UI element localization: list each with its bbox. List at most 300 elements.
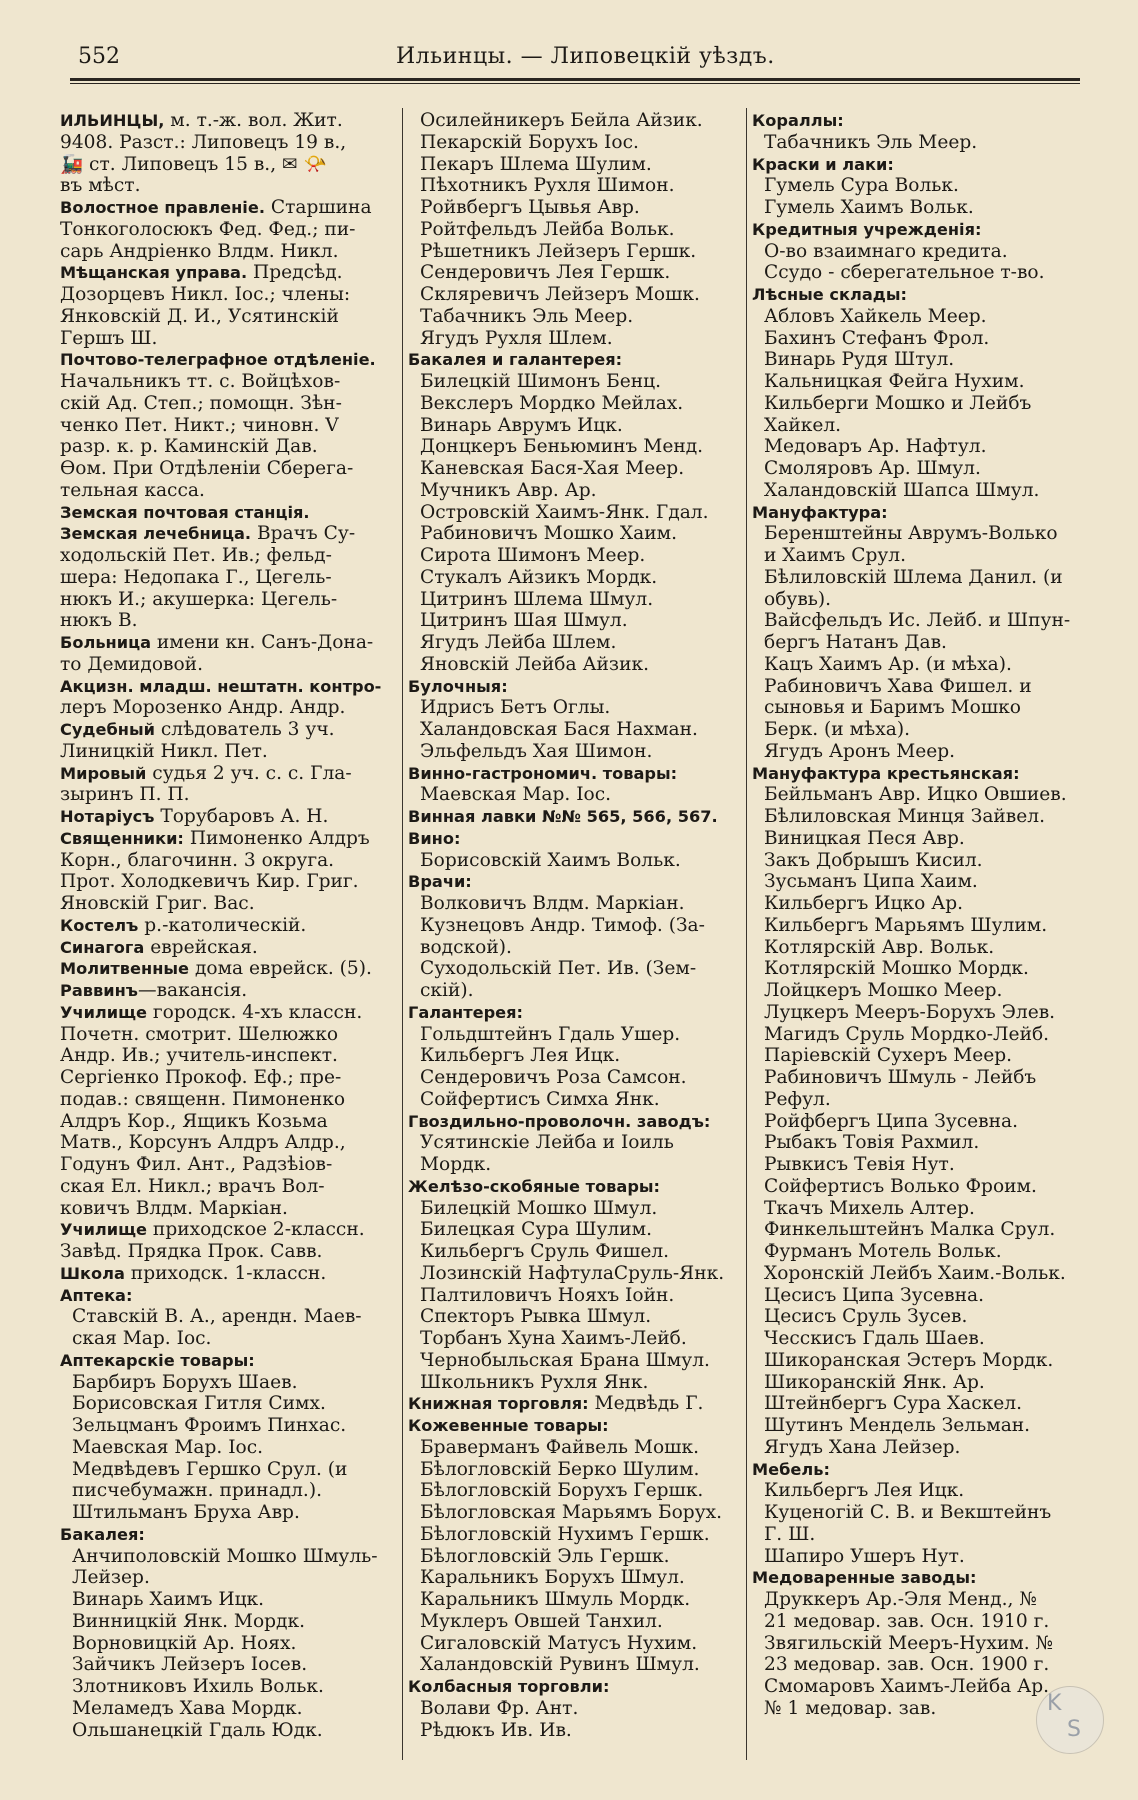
entry-line	[408, 1241, 738, 1263]
entry-text: Почетн. смотрит. Шелюжко	[60, 1023, 339, 1045]
entry-text: Барбиръ Борухъ Шаев.	[72, 1371, 298, 1393]
entry-line	[752, 1111, 1085, 1133]
entry-line	[752, 741, 1085, 763]
entry-text: р.-католическій.	[138, 914, 307, 936]
entry-line	[60, 1546, 398, 1568]
entry-text: Школьникъ Рухля Янк.	[420, 1371, 649, 1393]
entry-text: Ѳом. При Отдѣленіи Сберега-	[60, 458, 354, 479]
section-line	[752, 763, 1085, 785]
entry-line	[60, 1611, 398, 1633]
entry-line	[60, 1502, 398, 1524]
entry-line	[752, 1372, 1085, 1394]
entry-line	[60, 328, 398, 350]
entry-text: Смоляровъ Ар. Шмул.	[764, 458, 981, 479]
entry-text: Злотниковъ Ихиль Вольк.	[72, 1676, 324, 1697]
section-heading: Мѣщанская управа.	[60, 263, 248, 283]
entry-text: Котлярскій Мошко Мордк.	[764, 958, 1029, 980]
entry-line	[60, 1198, 398, 1220]
section-heading: Булочныя:	[408, 676, 508, 696]
entry-text: ходольскій Пет. Ив.; фельд-	[60, 545, 332, 566]
entry-line	[60, 850, 398, 872]
entry-line	[752, 1611, 1085, 1633]
page-header	[78, 44, 1076, 80]
column-3	[752, 110, 1085, 1720]
entry-text: ченко Пет. Никт.; чиновн. V	[60, 414, 339, 436]
entry-line	[752, 1502, 1085, 1524]
entry-text: Торбанъ Хуна Хаимъ-Лейб.	[420, 1328, 687, 1349]
section-heading: Мировый	[60, 763, 147, 783]
entry-line	[60, 1241, 398, 1263]
entry-line	[60, 697, 398, 719]
entry-text: скій).	[420, 980, 474, 1001]
entry-line	[408, 1154, 738, 1176]
section-line	[408, 1676, 738, 1698]
entry-text: Борисовская Гитля Симх.	[72, 1393, 326, 1415]
entry-line	[408, 610, 738, 632]
entry-text: Халандовскій Шапса Шмул.	[764, 479, 1040, 501]
entry-text: Торубаровъ А. Н.	[154, 806, 329, 827]
section-heading: Училище	[60, 1220, 148, 1240]
entry-line	[752, 1219, 1085, 1241]
entry-line	[60, 415, 398, 437]
entry-text: 21 медовар. зав. Осн. 1910 г.	[764, 1610, 1050, 1632]
entry-text: Бѣлогловскій Эль Гершк.	[420, 1545, 670, 1567]
entry-text: Ройфбергъ Ципа Зусевна.	[764, 1110, 1019, 1132]
entry-text: Финкельштейнъ Малка Срул.	[764, 1219, 1056, 1241]
entry-text: Пѣхотникъ Рухля Шимон.	[420, 175, 675, 197]
entry-text: Корн., благочинн. 3 округа.	[60, 849, 335, 871]
section-heading: Книжная торговля:	[408, 1394, 589, 1414]
entry-line	[60, 893, 398, 915]
entry-line	[60, 1328, 398, 1350]
entry-text: ковичъ Влдм. Маркіан.	[60, 1197, 288, 1219]
entry-line	[752, 1176, 1085, 1198]
entry-line	[60, 1176, 398, 1198]
entry-text: Кильбергъ Лея Ицк.	[420, 1045, 621, 1067]
section-heading: Кораллы:	[752, 111, 844, 130]
entry-line	[408, 110, 738, 132]
entry-text: Анчиполовскій Мошко Шмуль-	[72, 1545, 378, 1567]
entry-text: Каральникъ Шмуль Мордк.	[420, 1589, 691, 1610]
entry-line	[408, 1285, 738, 1307]
entry-line	[408, 1372, 738, 1394]
entry-line	[408, 1611, 738, 1633]
entry-line	[752, 1524, 1085, 1546]
entry-line	[752, 328, 1085, 350]
section-heading: ИЛЬИНЦЫ,	[60, 111, 165, 130]
entry-line	[408, 1328, 738, 1350]
entry-text: нюкъ В.	[60, 610, 138, 632]
entry-line	[752, 1241, 1085, 1263]
section-line	[752, 1459, 1085, 1481]
section-line	[60, 1002, 398, 1024]
entry-text: Начальникъ тт. с. Войцѣхов-	[60, 371, 341, 392]
entry-line	[752, 676, 1085, 698]
entry-text: Сойфертисъ Симха Янк.	[420, 1088, 660, 1110]
entry-line	[752, 1415, 1085, 1437]
entry-text: Зайчикъ Лейзеръ Іосев.	[72, 1654, 308, 1676]
entry-text: водской).	[420, 936, 512, 958]
entry-line	[752, 523, 1085, 545]
column-1	[60, 110, 398, 1741]
entry-line	[752, 1198, 1085, 1220]
section-heading: Мебель:	[752, 1459, 830, 1479]
entry-line	[60, 610, 398, 632]
entry-text: Гумель Сура Вольк.	[764, 175, 959, 197]
entry-line	[60, 1024, 398, 1046]
section-line	[60, 676, 398, 698]
entry-line	[60, 654, 398, 676]
entry-line	[60, 306, 398, 328]
entry-text: Бѣлиловскій Шлема Данил. (и	[764, 566, 1063, 588]
section-line	[60, 1219, 398, 1241]
entry-text: Пимоненко Алдръ	[183, 827, 370, 849]
section-heading: Молитвенные	[60, 959, 190, 979]
entry-line	[752, 719, 1085, 741]
section-line	[408, 1393, 738, 1415]
entry-text: Стукалъ Айзикъ Мордк.	[420, 566, 658, 588]
section-line	[60, 110, 398, 132]
entry-text: приходское 2-классн.	[147, 1219, 365, 1241]
section-line	[60, 958, 398, 980]
entry-line	[752, 241, 1085, 263]
entry-line	[60, 741, 398, 763]
entry-text: 🚂 ст. Липовецъ 15 в., ✉ 📯	[60, 153, 327, 175]
entry-line	[408, 132, 738, 154]
entry-line	[752, 610, 1085, 632]
entry-text: Чернобыльская Брана Шмул.	[420, 1349, 710, 1371]
entry-line	[752, 589, 1085, 611]
entry-text: Билецкій Мошко Шмул.	[420, 1197, 658, 1219]
section-line	[752, 110, 1085, 132]
section-line	[60, 349, 398, 371]
section-heading: Гвоздильно-проволочн. заводъ:	[408, 1111, 711, 1131]
entry-text: Винницкій Янк. Мордк.	[72, 1610, 306, 1632]
entry-line	[408, 719, 738, 741]
entry-text: Донцкеръ Беньюминъ Менд.	[420, 436, 704, 458]
entry-text: Гольдштейнъ Гдаль Ушер.	[420, 1023, 681, 1045]
entry-line	[752, 893, 1085, 915]
entry-line	[752, 1589, 1085, 1611]
entry-text: Эльфельдъ Хая Шимон.	[420, 740, 653, 762]
entry-text: и Хаимъ Срул.	[764, 545, 907, 566]
entry-line	[60, 480, 398, 502]
entry-text: Врачъ Су-	[251, 523, 356, 545]
entry-text: Ройтфельдъ Лейба Вольк.	[420, 218, 675, 240]
entry-text: № 1 медовар. зав.	[764, 1697, 937, 1719]
section-line	[408, 1176, 738, 1198]
entry-line	[752, 850, 1085, 872]
entry-text: Шикоранская Эстеръ Мордк.	[764, 1349, 1054, 1371]
entry-line	[408, 219, 738, 241]
entry-line	[752, 915, 1085, 937]
entry-text: Беренштейны Аврумъ-Волько	[764, 523, 1058, 545]
entry-text: Лозинскій НафтулаСруль-Янк.	[420, 1262, 725, 1284]
entry-line	[408, 589, 738, 611]
entry-line	[752, 1350, 1085, 1372]
section-heading: Галантерея:	[408, 1002, 523, 1022]
entry-line	[60, 1111, 398, 1133]
section-heading: Священники:	[60, 828, 184, 848]
entry-text: Цесисъ Ципа Зусевна.	[764, 1284, 984, 1306]
section-line	[60, 915, 398, 937]
entry-line	[752, 371, 1085, 393]
section-heading: Бакалея и галантерея:	[408, 350, 623, 370]
entry-text: Друккеръ Ар.-Эля Менд., №	[764, 1589, 1037, 1610]
entry-line	[408, 1350, 738, 1372]
entry-line	[752, 980, 1085, 1002]
entry-text: Куценогій С. В. и Векштейнъ	[764, 1502, 1052, 1523]
entry-line	[408, 1459, 738, 1481]
section-line	[60, 1285, 398, 1307]
entry-text: Шутинъ Мендель Зельман.	[764, 1415, 1031, 1436]
entry-line	[408, 850, 738, 872]
entry-line	[60, 1045, 398, 1067]
entry-line	[408, 784, 738, 806]
entry-line	[752, 132, 1085, 154]
section-heading: Костелъ	[60, 915, 139, 935]
entry-text: Ягудъ Рухля Шлем.	[420, 327, 613, 349]
section-heading: Судебный	[60, 720, 155, 739]
entry-text: нюкъ И.; акушерка: Цегель-	[60, 588, 338, 610]
entry-text: шера: Недопака Г., Цегель-	[60, 566, 332, 588]
section-heading: Почтово-телеграфное отдѣленіе.	[60, 350, 376, 370]
entry-line	[408, 262, 738, 284]
entry-line	[752, 415, 1085, 437]
section-line	[60, 1350, 398, 1372]
entry-text: Сигаловскій Матусъ Нухим.	[420, 1632, 698, 1654]
entry-text: Шапиро Ушеръ Нут.	[764, 1545, 965, 1567]
entry-line	[752, 480, 1085, 502]
entry-text: Хайкел.	[764, 414, 842, 436]
entry-text: Ткачъ Михель Алтер.	[764, 1197, 975, 1219]
entry-text: Рабиновичъ Хава Фишел. и	[764, 675, 1032, 697]
entry-line	[408, 1633, 738, 1655]
section-line	[60, 1524, 398, 1546]
entry-line	[752, 393, 1085, 415]
section-line	[60, 937, 398, 959]
section-line	[60, 523, 398, 545]
entry-text: Муклеръ Овшей Танхил.	[420, 1610, 663, 1632]
entry-text: 23 медовар. зав. Осн. 1900 г.	[764, 1654, 1050, 1676]
entry-line	[752, 1067, 1085, 1089]
section-line	[752, 284, 1085, 306]
entry-text: слѣдователь 3 уч.	[154, 719, 335, 740]
entry-text: м. т.-ж. вол. Жит.	[164, 110, 343, 131]
entry-text: Гершъ Ш.	[60, 327, 158, 349]
entry-text: Маевская Мар. Іос.	[72, 1436, 264, 1458]
section-line	[408, 1415, 738, 1437]
entry-text: Звягильскій Мееръ-Нухим. №	[764, 1632, 1054, 1654]
entry-line	[408, 1132, 738, 1154]
section-heading: Больница	[60, 633, 151, 652]
entry-text: Старшина	[264, 197, 372, 218]
entry-text: Винарь Рудя Штул.	[764, 349, 955, 371]
section-line	[408, 828, 738, 850]
entry-text: Г. Ш.	[764, 1523, 816, 1545]
section-heading: Мануфактура:	[752, 502, 888, 522]
entry-line	[752, 871, 1085, 893]
entry-line	[60, 1720, 398, 1742]
entry-line	[752, 545, 1085, 567]
page-number: 552	[78, 44, 120, 69]
entry-line	[408, 1546, 738, 1568]
section-line	[408, 1002, 738, 1024]
entry-line	[752, 1328, 1085, 1350]
entry-text: то Демидовой.	[60, 653, 203, 675]
entry-text: еврейская.	[144, 936, 258, 958]
entry-text: Цитринъ Шлема Шмул.	[420, 588, 654, 610]
section-line	[752, 219, 1085, 241]
entry-text: Луцкеръ Мееръ-Борухъ Элев.	[764, 1001, 1056, 1023]
entry-line	[60, 241, 398, 263]
entry-line	[60, 1567, 398, 1589]
entry-line	[60, 284, 398, 306]
entry-line	[60, 1633, 398, 1655]
entry-line	[408, 980, 738, 1002]
entry-text: Халандовская Бася Нахман.	[420, 719, 698, 740]
entry-line	[408, 415, 738, 437]
entry-line	[408, 545, 738, 567]
entry-line	[408, 1198, 738, 1220]
entry-text: скій Ад. Степ.; помощн. Зѣн-	[60, 392, 342, 414]
entry-text: Сендеровичъ Роза Самсон.	[420, 1067, 687, 1088]
section-heading: Кожевенные товары:	[408, 1416, 609, 1435]
entry-text: зыринъ П. П.	[60, 784, 190, 806]
entry-text: Ройвбергъ Цывья Авр.	[420, 197, 640, 218]
entry-text: дома еврейск. (5).	[189, 958, 372, 980]
entry-line	[408, 1437, 738, 1459]
entry-line	[60, 545, 398, 567]
entry-line	[752, 654, 1085, 676]
section-line	[60, 262, 398, 284]
entry-line	[408, 1567, 738, 1589]
entry-line	[408, 502, 738, 524]
entry-text: Котлярскій Авр. Вольк.	[764, 936, 995, 958]
entry-text: Цесисъ Сруль Зусев.	[764, 1306, 968, 1328]
entry-line	[752, 632, 1085, 654]
entry-text: Ольшанецкій Гдаль Юдк.	[72, 1719, 323, 1741]
entry-line	[408, 741, 738, 763]
entry-line	[752, 1633, 1085, 1655]
entry-line	[60, 1154, 398, 1176]
entry-text: Чесскисъ Гдаль Шаев.	[764, 1328, 985, 1349]
section-heading: Винная лавки №№ 565, 566, 567.	[408, 807, 718, 826]
header-rule-thin	[70, 83, 1080, 84]
section-line	[60, 980, 398, 1002]
entry-line	[408, 328, 738, 350]
entry-line	[60, 589, 398, 611]
entry-line	[752, 1654, 1085, 1676]
section-heading: Раввинъ	[60, 981, 138, 1000]
entry-text: Ставскій В. А., арендн. Маев-	[72, 1306, 362, 1328]
entry-text: Бѣлогловская Марьямъ Борух.	[420, 1502, 723, 1523]
entry-text: Яновскій Лейба Айзик.	[420, 653, 649, 675]
entry-line	[60, 1132, 398, 1154]
entry-line	[752, 349, 1085, 371]
entry-text: Штейнбергъ Сура Хаскел.	[764, 1393, 1023, 1415]
entry-text: Фурманъ Мотель Вольк.	[764, 1241, 1002, 1262]
section-line	[60, 197, 398, 219]
entry-line	[752, 937, 1085, 959]
entry-text: Векслеръ Мордко Мейлах.	[420, 392, 684, 414]
entry-text: Рывкисъ Тевія Нут.	[764, 1154, 955, 1175]
entry-text: Рефул.	[764, 1088, 831, 1110]
entry-line	[60, 1480, 398, 1502]
section-heading: Желѣзо-скобяные товары:	[408, 1176, 661, 1196]
entry-line	[408, 393, 738, 415]
section-line	[60, 1263, 398, 1285]
entry-text: Бѣлогловскій Борухъ Гершк.	[420, 1480, 704, 1502]
entry-text: Маевская Мар. Іос.	[420, 784, 612, 806]
entry-text: Кильбергъ Лея Ицк.	[764, 1480, 965, 1502]
entry-line	[752, 1263, 1085, 1285]
section-line	[752, 502, 1085, 524]
entry-text: Пекаръ Шлема Шулим.	[420, 153, 652, 175]
section-heading: Бакалея:	[60, 1524, 145, 1544]
entry-text: Хоронскій Лейбъ Хаим.-Вольк.	[764, 1262, 1066, 1284]
entry-text: Шикоранскій Янк. Ар.	[764, 1371, 985, 1393]
entry-text: Каральникъ Борухъ Шмул.	[420, 1567, 685, 1589]
entry-line	[60, 371, 398, 393]
entry-text: сарь Андріенко Влдм. Никл.	[60, 240, 339, 262]
entry-text: Кильбергъ Марьямъ Шулим.	[764, 914, 1048, 936]
entry-line	[408, 241, 738, 263]
entry-text: Сойфертисъ Волько Фроим.	[764, 1175, 1037, 1197]
entry-line	[752, 197, 1085, 219]
entry-line	[408, 1502, 738, 1524]
entry-line	[752, 1306, 1085, 1328]
entry-line	[60, 132, 398, 154]
entry-line	[60, 458, 398, 480]
section-line	[752, 1567, 1085, 1589]
entry-line	[752, 1285, 1085, 1307]
entry-line	[408, 632, 738, 654]
entry-line	[408, 458, 738, 480]
entry-text: Халандовскій Рувинъ Шмул.	[420, 1654, 700, 1676]
section-heading: Аптека:	[60, 1285, 133, 1305]
entry-text: Идрисъ Бетъ Оглы.	[420, 697, 611, 719]
entry-line	[408, 1306, 738, 1328]
section-line	[60, 763, 398, 785]
entry-line	[408, 893, 738, 915]
section-heading: Школа	[60, 1263, 125, 1283]
entry-line	[752, 1393, 1085, 1415]
entry-line	[408, 1589, 738, 1611]
entry-line	[408, 306, 738, 328]
entry-text: Ягудъ Аронъ Меер.	[764, 740, 956, 762]
section-heading: Врачи:	[408, 872, 472, 892]
entry-text: Предсѣд.	[247, 262, 343, 284]
entry-text: Прот. Холодкевичъ Кир. Григ.	[60, 871, 359, 893]
entry-text: Кильбергъ Сруль Фишел.	[420, 1241, 670, 1262]
section-line	[408, 871, 738, 893]
entry-line	[408, 371, 738, 393]
entry-text: Бейльманъ Авр. Ицко Овшиев.	[764, 784, 1067, 806]
section-line	[60, 806, 398, 828]
section-line	[60, 502, 398, 524]
entry-line	[408, 654, 738, 676]
section-line	[408, 1111, 738, 1133]
entry-text: имени кн. Санъ-Дона-	[151, 632, 374, 653]
entry-text: Рыбакъ Товія Рахмил.	[764, 1132, 980, 1154]
section-heading: Земская лечебница.	[60, 524, 252, 544]
entry-text: разр. к. р. Каминскій Дав.	[60, 436, 318, 458]
entry-text: Сендеровичъ Лея Гершк.	[420, 262, 671, 284]
entry-text: Янковскій Д. И., Усятинскій	[60, 305, 339, 327]
section-line	[408, 763, 738, 785]
section-heading: Училище	[60, 1002, 148, 1022]
